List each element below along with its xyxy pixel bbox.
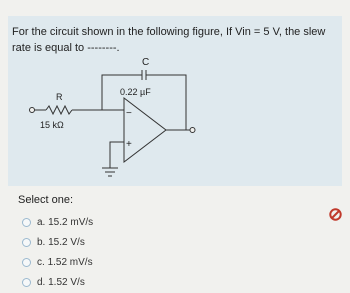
answer-option-b[interactable]	[22, 232, 342, 252]
radio-c[interactable]	[22, 258, 31, 267]
answer-option-c[interactable]	[22, 252, 342, 272]
answer-option-d[interactable]	[22, 272, 342, 292]
resistor-value: 15 kΩ	[40, 120, 64, 130]
ground-symbol	[102, 142, 124, 176]
option-d-letter: d.	[37, 276, 46, 288]
capacitor-symbol	[136, 70, 152, 80]
answer-section	[12, 190, 342, 292]
output-terminal	[190, 128, 195, 133]
option-a-text: 15.2 mV/s	[48, 216, 94, 228]
capacitor-value: 0.22 µF	[120, 87, 151, 97]
option-c-text: 1.52 mV/s	[47, 256, 93, 268]
input-terminal	[30, 108, 35, 113]
incorrect-icon	[329, 208, 342, 221]
question-text	[12, 24, 344, 56]
option-c-letter: c.	[37, 256, 45, 268]
capacitor-label: C	[142, 57, 150, 68]
noninverting-sign: +	[126, 139, 132, 150]
circuit-diagram	[20, 56, 220, 182]
option-a-letter: a.	[37, 216, 46, 228]
radio-b[interactable]	[22, 238, 31, 247]
resistor-label: R	[56, 92, 63, 102]
option-b-letter: b.	[37, 236, 46, 248]
question-line-1: For the circuit shown in the following figure, If Vin = 5 V, the slew	[12, 26, 326, 38]
radio-a[interactable]	[22, 218, 31, 227]
feedback-wires	[102, 75, 186, 130]
inverting-sign: −	[126, 108, 132, 119]
option-b-text: 15.2 V/s	[48, 236, 85, 248]
answer-option-a[interactable]	[22, 212, 342, 232]
select-one-label: Select one:	[18, 194, 74, 206]
resistor-symbol	[34, 96, 124, 114]
radio-d[interactable]	[22, 278, 31, 287]
question-line-2: rate is equal to --------.	[12, 42, 120, 54]
option-d-text: 1.52 V/s	[48, 276, 85, 288]
